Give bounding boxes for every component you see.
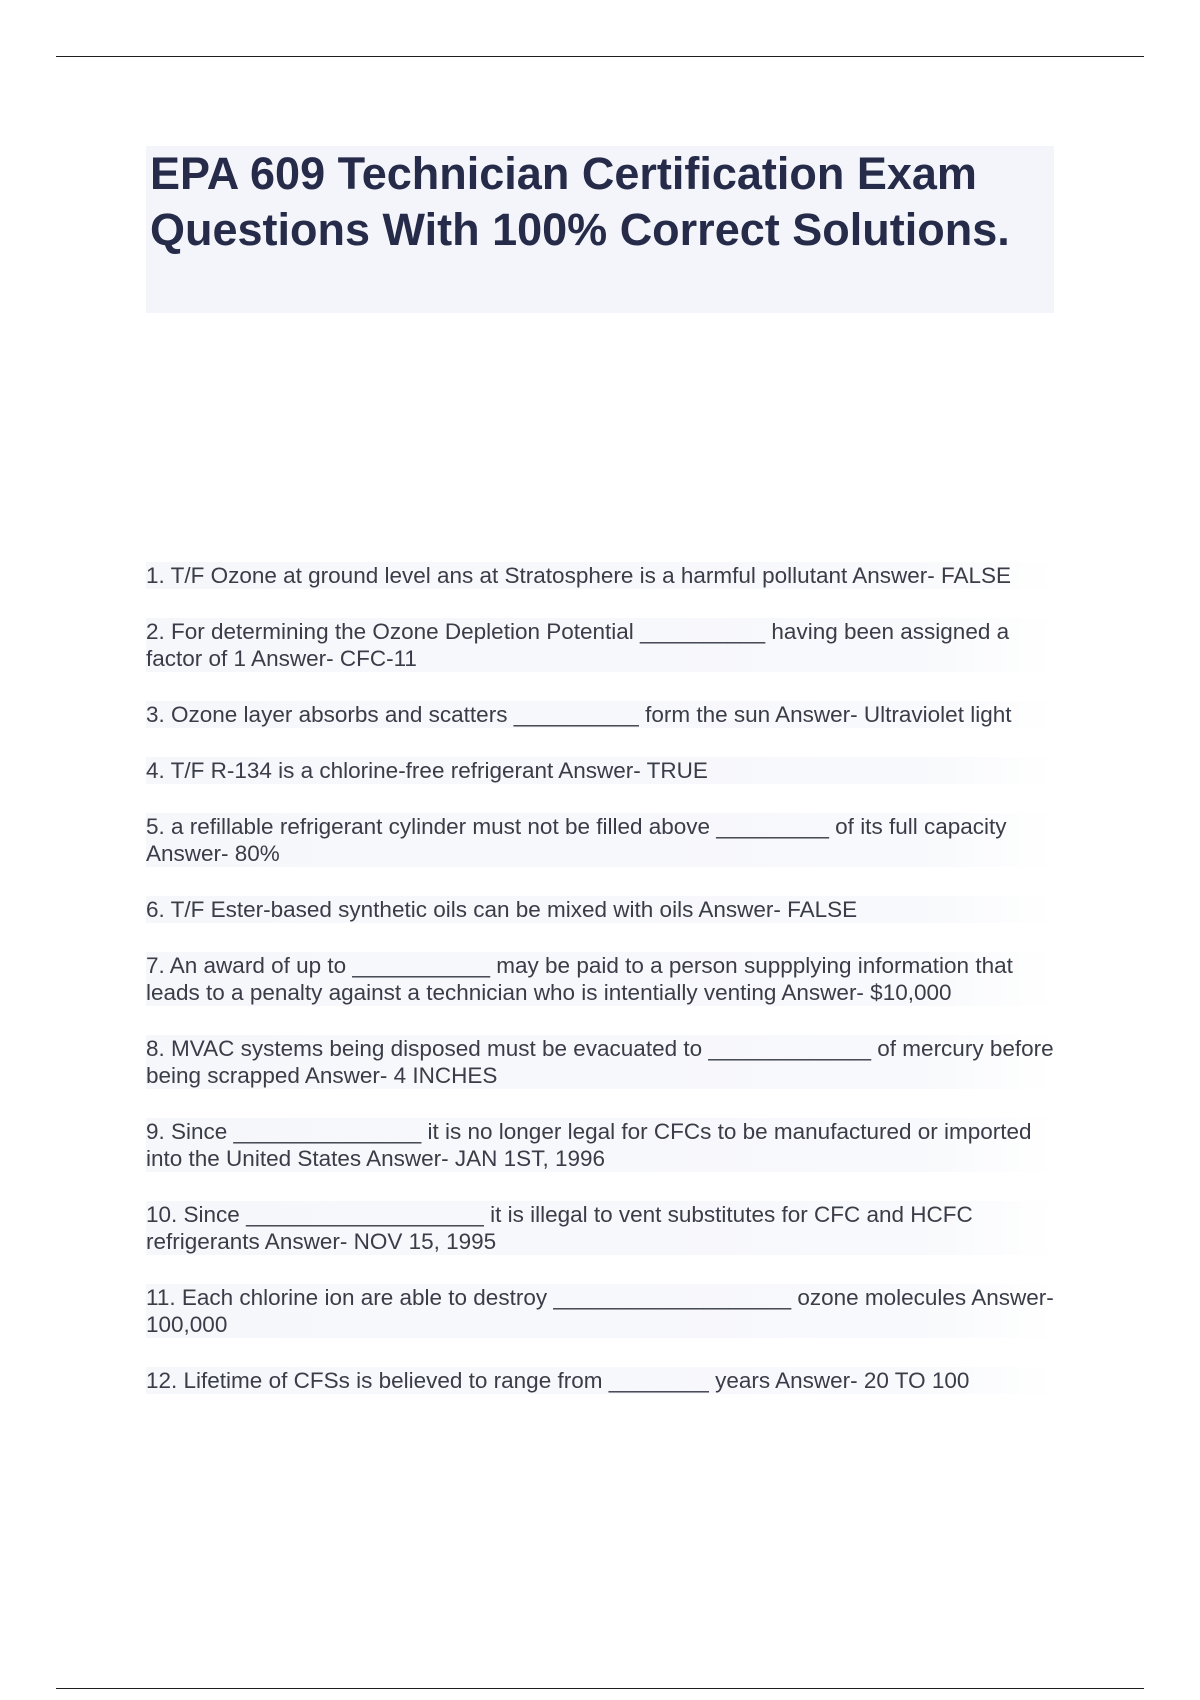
question-item: 6. T/F Ester-based synthetic oils can be mixed with oils Answer- FALSE	[146, 896, 1056, 923]
question-item: 2. For determining the Ozone Depletion Potential __________ having been assigned a factor of 1 Answer- CFC-11	[146, 618, 1056, 672]
question-item: 4. T/F R-134 is a chlorine-free refrigerant Answer- TRUE	[146, 757, 1056, 784]
question-item: 5. a refillable refrigerant cylinder must not be filled above _________ of its full capacity Answer- 80%	[146, 813, 1056, 867]
top-rule	[56, 56, 1144, 57]
question-item: 12. Lifetime of CFSs is believed to range from ________ years Answer- 20 TO 100	[146, 1367, 1056, 1394]
question-item: 11. Each chlorine ion are able to destroy ___________________ ozone molecules Answer- 100,000	[146, 1284, 1056, 1338]
question-item: 10. Since ___________________ it is illegal to vent substitutes for CFC and HCFC refrigerants Answer- NOV 15, 1995	[146, 1201, 1056, 1255]
question-list	[146, 562, 1056, 1423]
question-item: 9. Since _______________ it is no longer legal for CFCs to be manufactured or imported into the United States Answer- JAN 1ST, 1996	[146, 1118, 1056, 1172]
question-item: 3. Ozone layer absorbs and scatters __________ form the sun Answer- Ultraviolet light	[146, 701, 1056, 728]
question-item: 7. An award of up to ___________ may be paid to a person suppplying information that leads to a penalty against a technician who is intentially venting Answer- $10,000	[146, 952, 1056, 1006]
question-item: 1. T/F Ozone at ground level ans at Stratosphere is a harmful pollutant Answer- FALSE	[146, 562, 1056, 589]
question-item: 8. MVAC systems being disposed must be evacuated to _____________ of mercury before being scrapped Answer- 4 INCHES	[146, 1035, 1056, 1089]
bottom-rule	[56, 1688, 1144, 1689]
document-title: EPA 609 Technician Certification Exam Questions With 100% Correct Solutions.	[150, 148, 1010, 255]
title-block	[146, 146, 1054, 313]
